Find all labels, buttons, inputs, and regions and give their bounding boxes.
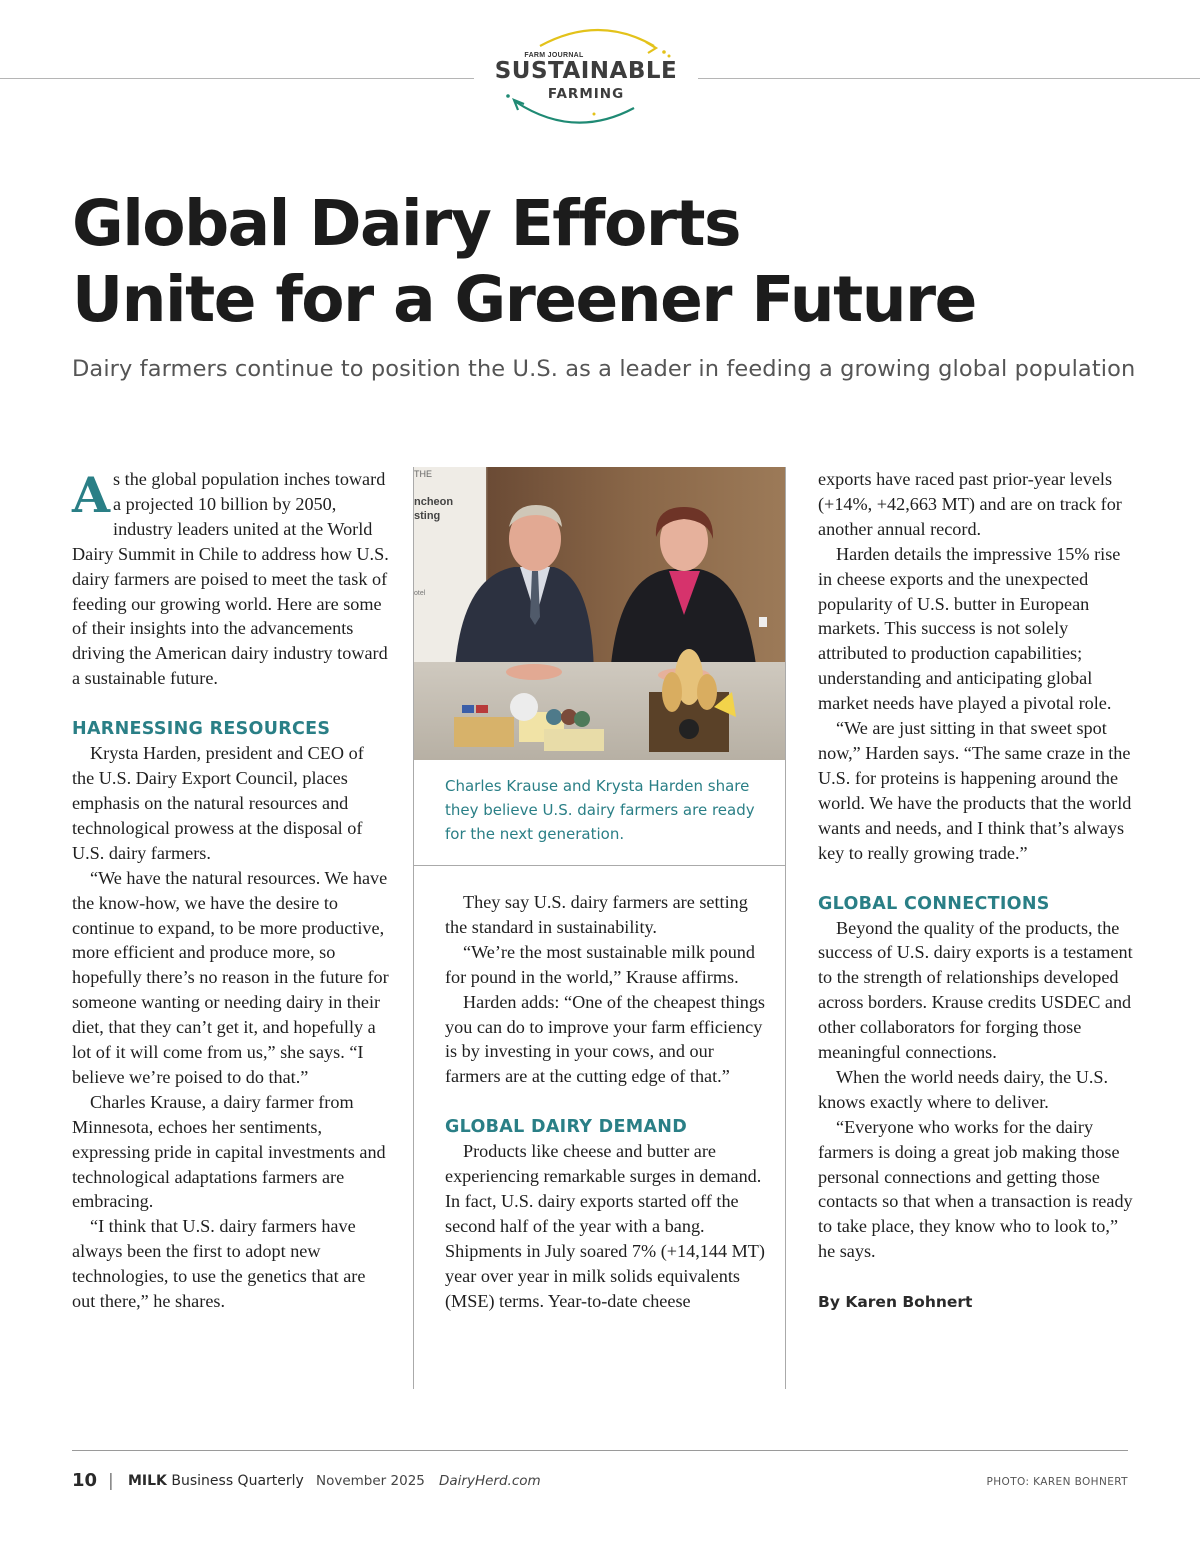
photo-sign-text: ncheon	[414, 496, 454, 508]
article-column-3	[818, 467, 1138, 1315]
drop-cap: A	[72, 466, 111, 524]
paragraph: “Everyone who works for the dairy farmers is doing a great job making those personal connections and getting those contacts so that when a transaction is ready to take place, they know who to look to,” he says.	[818, 1116, 1133, 1262]
headline-line-1: Global Dairy Efforts	[72, 187, 741, 260]
photo-credit: PHOTO: KAREN BOHNERT	[986, 1476, 1128, 1488]
caption-rule	[414, 865, 785, 866]
subhead-global-connections: GLOBAL CONNECTIONS	[818, 893, 1050, 914]
paragraph: Krysta Harden, president and CEO of the U.S. Dairy Export Council, places emphasis on the natural resources and technological prowess at the disposal of U.S. dairy farmers.	[72, 743, 364, 863]
paragraph: exports have raced past prior-year levels (+14%, +42,663 MT) and are on track for another annual record.	[818, 469, 1122, 539]
intro-text: s the global population inches toward a projected 10 billion by 2050, industry leaders united at the World Dairy Summit in Chile to address how U.S. dairy farmers are poised to meet the task of feeding our growing world. Here are some of their insights into the advancements driving the American dairy industry toward a sustainable future.	[72, 469, 389, 689]
footer-separator: |	[108, 1471, 114, 1491]
publication-name	[128, 1473, 304, 1489]
masthead-rule-left	[0, 78, 474, 79]
subhead-harnessing-resources: HARNESSING RESOURCES	[72, 719, 331, 740]
photo-caption: Charles Krause and Krysta Harden share they believe U.S. dairy farmers are ready for the next generation.	[445, 777, 755, 843]
website-link[interactable]: DairyHerd.com	[439, 1473, 541, 1489]
paragraph: When the world needs dairy, the U.S. knows exactly where to deliver.	[818, 1066, 1109, 1112]
masthead-rule-right	[698, 78, 1200, 79]
subhead-global-dairy-demand: GLOBAL DAIRY DEMAND	[445, 1117, 688, 1138]
article-column-1	[72, 467, 390, 1314]
issue-date: November 2025	[316, 1473, 425, 1489]
logo-subtitle: FARMING	[547, 86, 625, 102]
page-footer	[72, 1470, 1128, 1494]
paragraph: “We have the natural resources. We have the know-how, we have the desire to continue to expand, to be more productive, more efficient and produce more, so hopefully there’s no reason in the future for someone wanting or needing dairy in their diet, that they can’t get it, and hopefully a lot of it will come from us,” she says. “I believe we’re poised to do that.”	[72, 867, 389, 1087]
column-divider-right	[785, 467, 786, 1389]
photo-sign-text: otel	[414, 590, 426, 597]
article-column-2	[445, 890, 765, 1314]
paragraph: They say U.S. dairy farmers are setting the standard in sustainability.	[445, 892, 748, 937]
article-byline: By Karen Bohnert	[818, 1293, 973, 1312]
paragraph: “I think that U.S. dairy farmers have always been the first to adopt new technologies, to use the genetics that are out there,” he shares.	[72, 1216, 366, 1312]
paragraph: “We are just sitting in that sweet spot now,” Harden says. “The same craze in the U.S. for proteins is happening around the world. We have the products that the world wants and needs, and I think that’s always key to really growing trade.”	[818, 718, 1132, 863]
photo-sign-text: sting	[414, 510, 441, 522]
article-headline	[72, 186, 1152, 338]
logo-farm-journal: FARM JOURNAL	[524, 52, 584, 59]
paragraph: Charles Krause, a dairy farmer from Minnesota, echoes her sentiments, expressing pride in capital investments and technological adaptations farmers are embracing.	[72, 1091, 386, 1212]
paragraph: Harden adds: “One of the cheapest things you can do to improve your farm efficiency is by investing in your cows, and our farmers are at the cutting edge of that.”	[445, 991, 766, 1087]
paragraph: “We’re the most sustainable milk pound for pound in the world,” Krause affirms.	[445, 941, 755, 987]
publication-name-bold: MILK	[128, 1473, 167, 1489]
logo-title: SUSTAINABLE	[494, 58, 678, 84]
intro-paragraph	[72, 467, 390, 691]
publication-name-rest: Business Quarterly	[166, 1473, 304, 1489]
sustainable-farming-logo	[474, 22, 698, 134]
photo-sign-text: THE	[414, 469, 432, 479]
paragraph: Beyond the quality of the products, the success of U.S. dairy exports is a testament to the strength of relationships developed across borders. Krause credits USDEC and other collaborators for forging those meaningful connections.	[818, 917, 1133, 1063]
paragraph: Products like cheese and butter are experiencing remarkable surges in demand. In fact, U.S. dairy exports started off the second half of the year with a bang. Shipments in July soared 7% (+14,144 MT) year over year in milk solids equivalents (MSE) terms. Year-to-date cheese	[445, 1141, 765, 1311]
paragraph: Harden details the impressive 15% rise in cheese exports and the unexpected popularity of U.S. butter in European markets. This success is not solely attributed to production capabilities; understanding and anticipating global market needs have played a pivotal role.	[818, 543, 1121, 714]
page-number: 10	[72, 1470, 98, 1491]
article-dek: Dairy farmers continue to position the U.S. as a leader in feeding a growing global population	[72, 356, 1136, 382]
footer-rule	[72, 1450, 1128, 1451]
article-photo	[414, 467, 785, 760]
headline-line-2: Unite for a Greener Future	[72, 263, 976, 336]
